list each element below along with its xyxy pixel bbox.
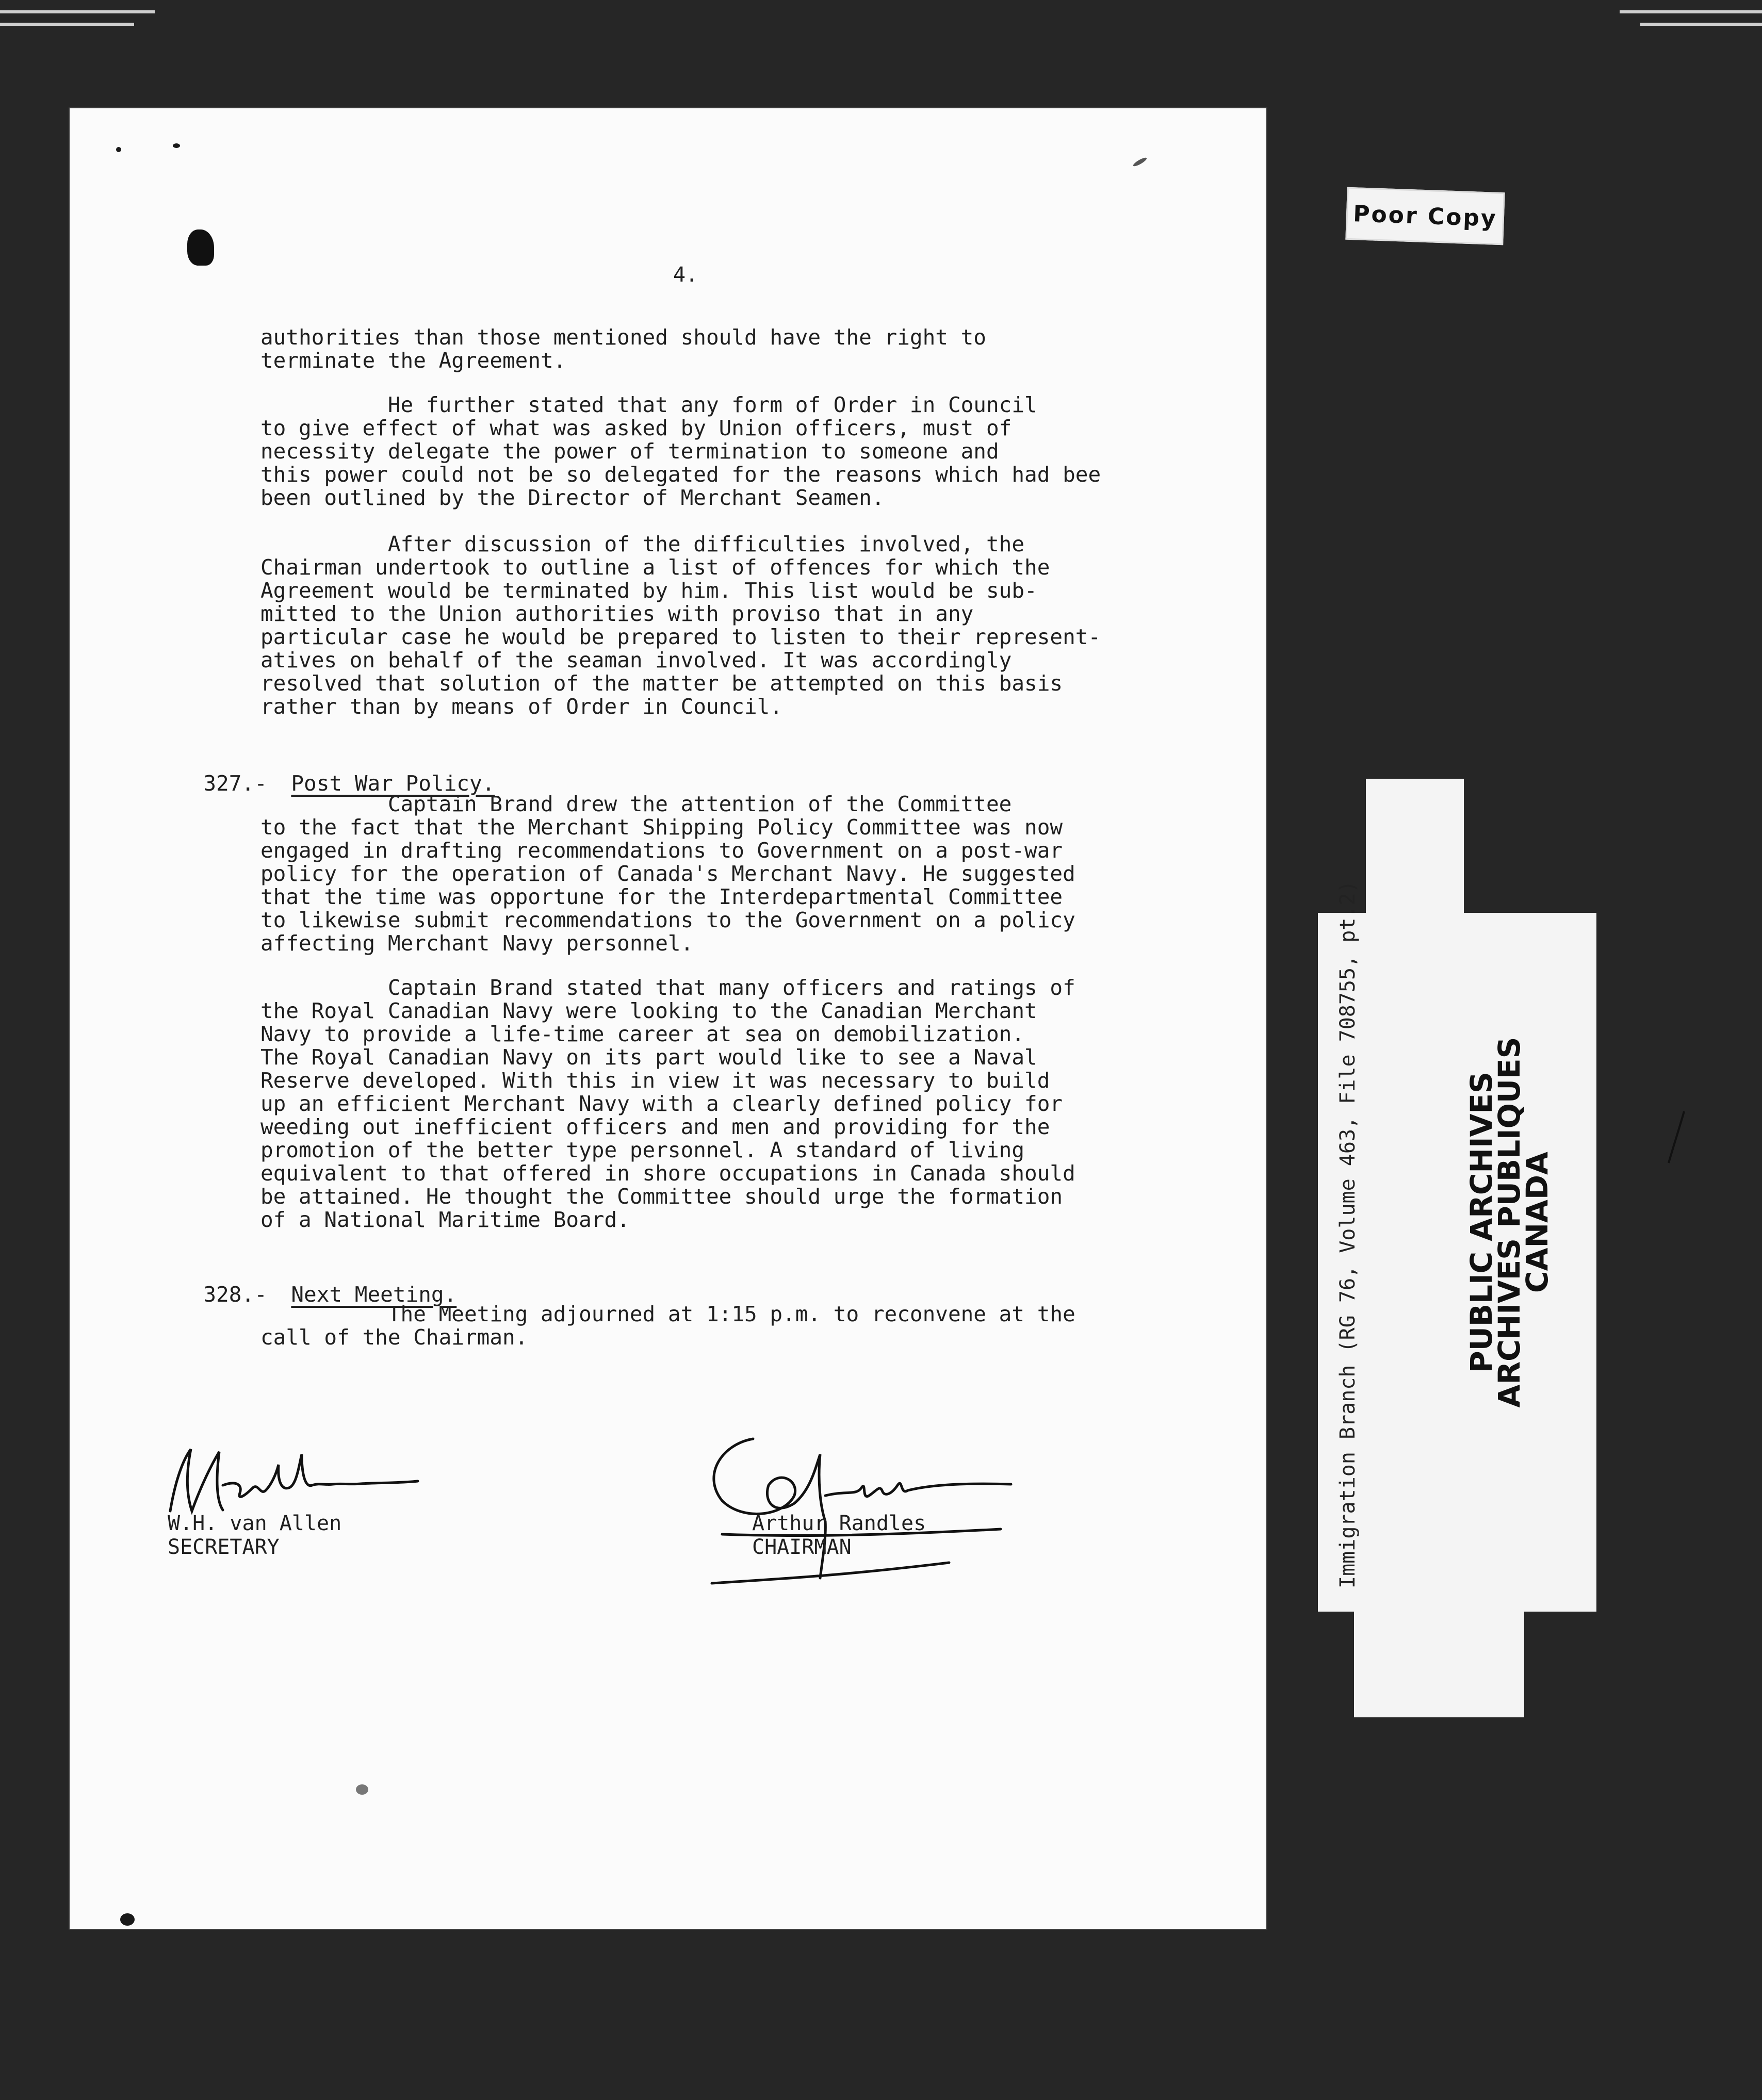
archives-line-1: PUBLIC ARCHIVES xyxy=(1464,1072,1499,1373)
chairman-signature xyxy=(691,1413,1021,1588)
ink-speck xyxy=(120,1913,135,1926)
ink-speck xyxy=(173,143,180,148)
section-title: Next Meeting. xyxy=(291,1282,457,1307)
ink-speck xyxy=(116,147,121,152)
ink-speck xyxy=(1132,156,1148,168)
archive-label-bottom-tab xyxy=(1354,1594,1524,1717)
archive-label xyxy=(1318,913,1596,1612)
archives-line-2: ARCHIVES PUBLIQUES xyxy=(1492,1037,1527,1408)
archives-stamp xyxy=(1464,1037,1555,1408)
archives-line-3: CANADA xyxy=(1520,1152,1555,1293)
ink-blot xyxy=(187,229,214,266)
ink-speck xyxy=(356,1784,368,1795)
film-edge-line xyxy=(0,23,134,26)
paragraph-order-in-council: He further stated that any form of Order in Council to give effect of what was asked by Union officers, must of necessity delegate the power of termination to someone and this power could not be so delegated for the reasons which had bee been outlined by the Director of Merchant Seamen. xyxy=(260,392,1101,510)
chairman-title: CHAIRMAN xyxy=(752,1535,852,1559)
film-edge-line xyxy=(0,10,155,13)
poor-copy-stamp: Poor Copy xyxy=(1345,187,1505,245)
chairman-name: Arthur Randles xyxy=(752,1512,926,1535)
secretary-signature xyxy=(155,1434,433,1521)
paragraph-adjournment: The Meeting adjourned at 1:15 p.m. to reconvene at the call of the Chairman. xyxy=(260,1302,1075,1350)
film-edge-line xyxy=(1640,23,1762,26)
film-edge-line xyxy=(1620,10,1762,13)
paragraph-termination-authorities: authorities than those mentioned should have the right to terminate the Agreement. xyxy=(260,325,986,373)
section-328-heading xyxy=(178,1257,456,1307)
section-number: 328.- xyxy=(203,1282,267,1307)
secretary-name: W.H. van Allen xyxy=(168,1512,342,1535)
section-327-heading xyxy=(178,746,495,796)
page-number: 4. xyxy=(673,263,698,287)
paragraph-naval-reserve: Captain Brand stated that many officers and ratings of the Royal Canadian Navy were looking to the Canadian Merchant Navy to provide a life-time career at sea on demobilization. The Royal Canadian Navy on its part would like to see a Naval Reserve developed. With this in view it was necessary to build up an efficient Merchant Navy with a clearly defined policy for weeding out inefficient officers and men and providing for the promotion of the better type personnel. A standard of living equivalent to that offered in shore occupations in Canada should be attained. He thought the Committee should urge the formation of a National Maritime Board. xyxy=(260,975,1075,1232)
pencil-mark xyxy=(1663,1109,1689,1166)
section-title: Post War Policy. xyxy=(291,771,495,796)
section-number: 327.- xyxy=(203,771,267,796)
paragraph-list-of-offences: After discussion of the difficulties involved, the Chairman undertook to outline a list of offences for which the Agreement would be terminated by him. This list would be sub- mitted to the Union authorities with proviso that in any particular case he would be prepared to listen to their represent- atives on behalf of the seaman involved. It was accordingly resolved that solution of the matter be attempted on this basis rather than by means of Order in Council. xyxy=(260,532,1101,719)
archive-reference: Immigration Branch (RG 76, Volume 463, File 708755, pt.2) xyxy=(1336,880,1360,1588)
paragraph-post-war-policy: Captain Brand drew the attention of the Committee to the fact that the Merchant Shipping Policy Committee was now engaged in drafting recommendations to Government on a post-war policy for the operation of Canada's Merchant Navy. He suggested that the time was opportune for the Interdepartmental Committee to likewise submit recommendations to the Government on a policy affecting Merchant Navy personnel. xyxy=(260,792,1075,956)
secretary-title: SECRETARY xyxy=(168,1535,280,1559)
